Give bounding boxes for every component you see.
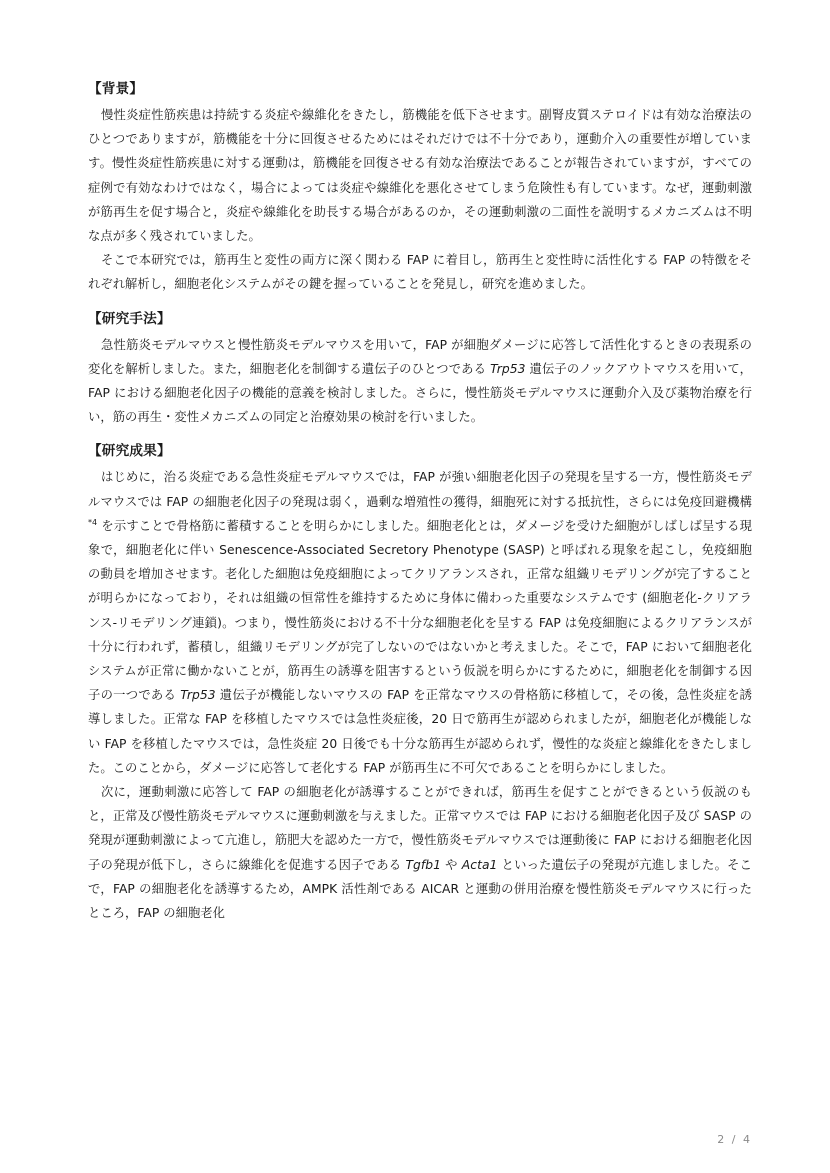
text-run: 遺伝子のノックアウトマウスを用いて，FAP における細胞老化因子の機能的意義を検討しました。さらに，慢性筋炎モデルマウスに運動介入及び薬物治療を行い，筋の再生・変性メカニズムの同定と治療効果の検討を行いました。: [88, 361, 752, 425]
paragraph: そこで本研究では，筋再生と変性の両方に深く関わる FAP に着目し，筋再生と変性時に活性化する FAP の特徴をそれぞれ解析し，細胞老化システムがその鍵を握っていることを発見し，研究を進めました。: [88, 253, 752, 292]
paragraph: [88, 780, 752, 925]
paragraph: [88, 465, 752, 780]
text-run: といった遺伝子の発現が亢進しました。そこで，FAP の細胞老化を誘導するため，AMPK 活性剤である AICAR と運動の併用治療を慢性筋炎モデルマウスに行ったところ，FAP の細胞老化: [88, 857, 752, 921]
document-body: [88, 79, 752, 937]
section-heading-methods: 【研究手法】: [88, 310, 171, 327]
footnote-ref: *4: [88, 517, 98, 527]
section-background: [88, 79, 752, 297]
text-run: 急性筋炎モデルマウスと慢性筋炎モデルマウスを用いて，FAP が細胞ダメージに応答して活性化するときの表現系の変化を解析しました。また，細胞老化を制御する遺伝子のひとつである: [88, 337, 752, 376]
gene-name: Trp53: [490, 361, 526, 376]
gene-name: Tgfb1: [405, 857, 441, 872]
section-methods: [88, 309, 752, 430]
gene-name: Acta1: [461, 857, 498, 872]
section-heading-results: 【研究成果】: [88, 443, 171, 460]
text-run: 遺伝子が機能しないマウスの FAP を正常なマウスの骨格筋に移植して，その後，急性炎症を誘導しました。正常な FAP を移植したマウスでは急性炎症後，20 日で筋再生が認められましたが，細胞老化が機能しない FAP を移植したマウスでは，急性炎症 20 日後でも十分な筋再生が認められず，慢性的な炎症と線維化をきたしました。このことから，ダメージに応答して老化する FAP が筋再生に不可欠であることを明らかにしました。: [88, 688, 752, 775]
section-heading-background: 【背景】: [88, 81, 144, 97]
text-run: を示すことで骨格筋に蓄積することを明らかにしました。細胞老化とは，ダメージを受けた細胞がしばしば呈する現象で，細胞老化に伴い Senescence-Associated Secretory Phenotype (SASP) と呼ばれる現象を起こし，免疫細胞の動員を増加させます。老化した細胞は免疫細胞によってクリアランスされ，正常な組織リモデリングが完了することが明らかになっており，それは組織の恒常性を維持するために身体に備わった重要なシステムです (細胞老化-クリアランス-リモデリング連鎖)。つまり，慢性筋炎における不十分な細胞老化を呈する FAP は免疫細胞によるクリアランスが十分に行われず，蓄積し，組織リモデリングが完了しないのではないかと考えました。そこで，FAP において細胞老化システムが正常に働かないことが，筋再生の誘導を阻害するという仮説を明らかにするために，細胞老化を制御する因子の一つである: [88, 518, 752, 703]
paragraph: 慢性炎症性筋疾患は持続する炎症や線維化をきたし，筋機能を低下させます。副腎皮質ステロイドは有効な治療法のひとつでありますが，筋機能を十分に回復させるためにはそれだけでは不十分であり，運動介入の重要性が増しています。慢性炎症性筋疾患に対する運動は，筋機能を回復させる有効な治療法であることが報告されていますが，すべての症例で有効なわけではなく，場合によっては炎症や線維化を悪化させてしまう危険性も有しています。なぜ，運動刺激が筋再生を促す場合と，炎症や線維化を助長する場合があるのか，その運動刺激の二面性を説明するメカニズムは不明な点が多く残されていました。: [88, 108, 752, 244]
text-run: 次に，運動刺激に応答して FAP の細胞老化が誘導することができれば，筋再生を促すことができるという仮説のもと，正常及び慢性筋炎モデルマウスに運動刺激を与えました。正常マウスでは FAP における細胞老化因子及び SASP の発現が運動刺激によって亢進し，筋肥大を認めた一方で，慢性筋炎モデルマウスでは運動後に FAP における細胞老化因子の発現が低下し，さらに線維化を促進する因子である: [88, 785, 752, 872]
section-results: [88, 441, 752, 925]
paragraph: [88, 333, 752, 430]
gene-name: Trp53: [180, 688, 216, 703]
text-run: はじめに，治る炎症である急性炎症モデルマウスでは，FAP が強い細胞老化因子の発現を呈する一方，慢性筋炎モデルマウスでは FAP の細胞老化因子の発現は弱く，過剰な増殖性の獲得，細胞死に対する抵抗性，さらには免疫回避機構: [88, 470, 752, 509]
text-run: や: [440, 857, 462, 872]
page-number: 2 / 4: [717, 1133, 752, 1146]
